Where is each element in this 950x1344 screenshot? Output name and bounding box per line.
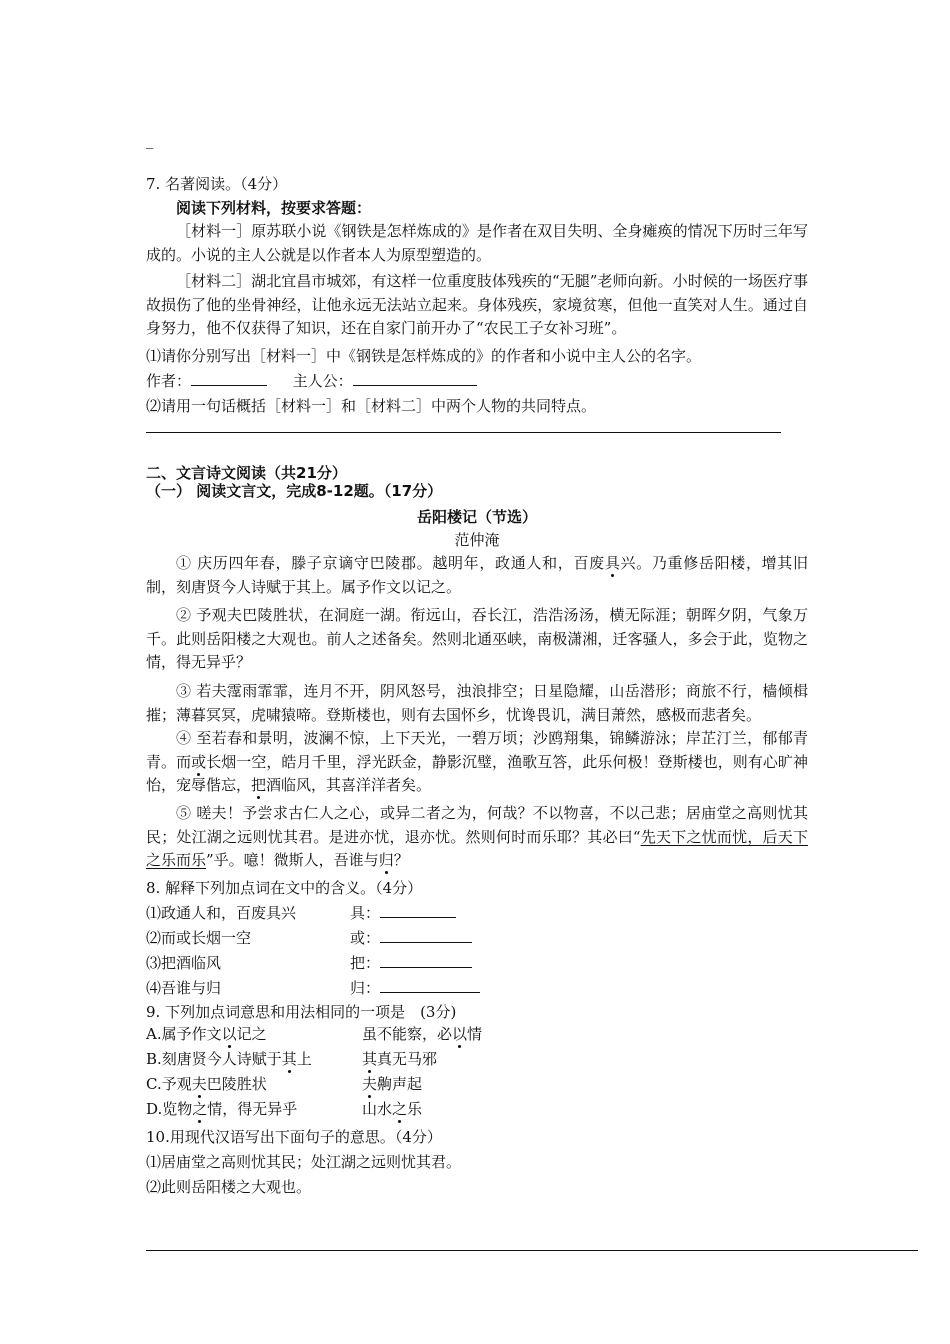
q8-answer-1: 具： (350, 901, 456, 925)
essay-title: 岳阳楼记（节选） (416, 508, 537, 526)
q9-option-c[interactable]: C.予观夫巴陵胜状 (146, 1075, 267, 1093)
q8-item-1: ⑴政通人和，百废具兴 (146, 904, 297, 922)
q9-option-b-compare: 其真无马邪 (362, 1050, 438, 1068)
author-blank[interactable] (191, 369, 267, 386)
essay-para-3: ③ 若夫霪雨霏霏，连月不开，阴风怒号，浊浪排空；日星隐耀，山岳潜形；商旅不行，樯倾楫摧；薄暮冥冥，虎啸猿啼。登斯楼也，则有去国怀乡，忧谗畏讥，满目萧然，感极而悲者矣。 (146, 682, 808, 724)
q9-option-a-compare: 虽不能察，必以情 (362, 1025, 483, 1043)
hero-label: 主人公： (292, 372, 353, 390)
q10-sentence-1: ⑴居庙堂之高则忧其民；处江湖之远则忧其君。 (146, 1153, 462, 1171)
q9-option-a[interactable]: A.属予作文以记之 (146, 1025, 267, 1043)
q8-answer-3: 把： (350, 951, 472, 975)
q8-answer-2: 或： (350, 926, 472, 950)
essay-para-2: ② 予观夫巴陵胜状，在洞庭一湖。衔远山，吞长江，浩浩汤汤，横无际涯；朝晖夕阴，气象万千。此则岳阳楼之大观也。前人之述备矣。然则北通巫峡，南极潇湘，迁客骚人，多会于此，览物之情，得无异乎？ (146, 606, 808, 671)
q9-title: 9. 下列加点词意思和用法相同的一项是 (3分) (146, 1003, 457, 1021)
q9-option-c-compare: 夫齁声起 (362, 1075, 423, 1093)
dotted-word: 具 (604, 554, 621, 572)
section2-part1: （一） 阅读文言文，完成8-12题。（17分） (146, 482, 443, 500)
q8-item-3: ⑶把酒临风 (146, 954, 222, 972)
q9-option-d-compare: 山水之乐 (362, 1100, 423, 1118)
essay-para-5: ⑤ 嗟夫！予尝求古仁人之心，或异二者之为，何哉？不以物喜，不以己悲；居庙堂之高则忧其民；处江湖之远则忧其君。是进亦忧，退亦忧。然则何时而乐耶？其必曰“先天下之忧而忧，后天下之乐而乐”乎。噫！微斯人，吾谁与归？ (146, 804, 808, 869)
q8-title: 8. 解释下列加点词在文中的含义。（4分） (146, 879, 423, 897)
q10-sentence-2: ⑵此则岳阳楼之大观也。 (146, 1178, 312, 1196)
essay-author: 范仲淹 (454, 531, 500, 549)
hero-blank[interactable] (353, 369, 477, 386)
author-label: 作者： (146, 372, 192, 390)
essay-para-1: ① 庆历四年春，滕子京谪守巴陵郡。越明年，政通人和，百废具兴。乃重修岳阳楼，增其旧制，刻唐贤今人诗赋于其上。属予作文以记之。 (146, 554, 808, 596)
q7-sub2: ⑵请用一句话概括［材料一］和［材料二］中两个人物的共同特点。 (146, 397, 597, 415)
dotted-word: 归 (378, 851, 394, 869)
q8-item-2: ⑵而或长烟一空 (146, 929, 252, 947)
q9-option-b[interactable]: B.刻唐贤今人诗赋于其上 (146, 1050, 312, 1068)
essay-para-4: ④ 至若春和景明，波澜不惊，上下天光，一碧万顷；沙鸥翔集，锦鳞游泳；岸芷汀兰，郁郁青青。而或长烟一空，皓月千里，浮光跃金，静影沉璧，渔歌互答，此乐何极！登斯楼也，则有心旷神怡，宠辱偕忘，把酒临风，其喜洋洋者矣。 (146, 729, 808, 794)
q7-answer-line[interactable] (146, 432, 781, 433)
q7-answer-row (146, 369, 477, 393)
q8-answer-4: 归： (350, 976, 480, 1000)
top-mark: _ (146, 131, 154, 149)
section2-title: 二、文言诗文阅读（共21分） (146, 464, 347, 482)
q7-title: 7. 名著阅读。（4分） (146, 175, 288, 193)
q9-option-d[interactable]: D.览物之情，得无异乎 (146, 1100, 298, 1118)
dotted-word: 把 (251, 776, 267, 794)
q7-material1: ［材料一］原苏联小说《钢铁是怎样炼成的》是作者在双目失明、全身瘫痪的情况下历时三年写成的。小说的主人公就是以作者本人为原型塑造的。 (146, 222, 808, 264)
q7-material2: ［材料二］湖北宜昌市城郊，有这样一位重度肢体残疾的“无腿”老师向新。小时候的一场医疗事故损伤了他的坐骨神经，让他永远无法站立起来。身体残疾，家境贫寒，但他一直笑对人生。通过自身努力，他不仅获得了知识，还在自家门前开办了“农民工子女补习班”。 (146, 272, 808, 337)
q8-item-4: ⑷吾谁与归 (146, 979, 222, 997)
q7-sub1: ⑴请你分别写出［材料一］中《钢铁是怎样炼成的》的作者和小说中主人公的名字。 (146, 347, 702, 365)
q10-answer-line[interactable] (146, 1250, 918, 1251)
underlined-quote: 先天下之忧而忧，后天下之乐而乐 (146, 827, 808, 869)
q10-title: 10.用现代汉语写出下面句子的意思。（4分） (146, 1128, 442, 1146)
q7-instruction: 阅读下列材料，按要求答题： (176, 199, 372, 217)
dotted-word: 或 (191, 752, 207, 771)
